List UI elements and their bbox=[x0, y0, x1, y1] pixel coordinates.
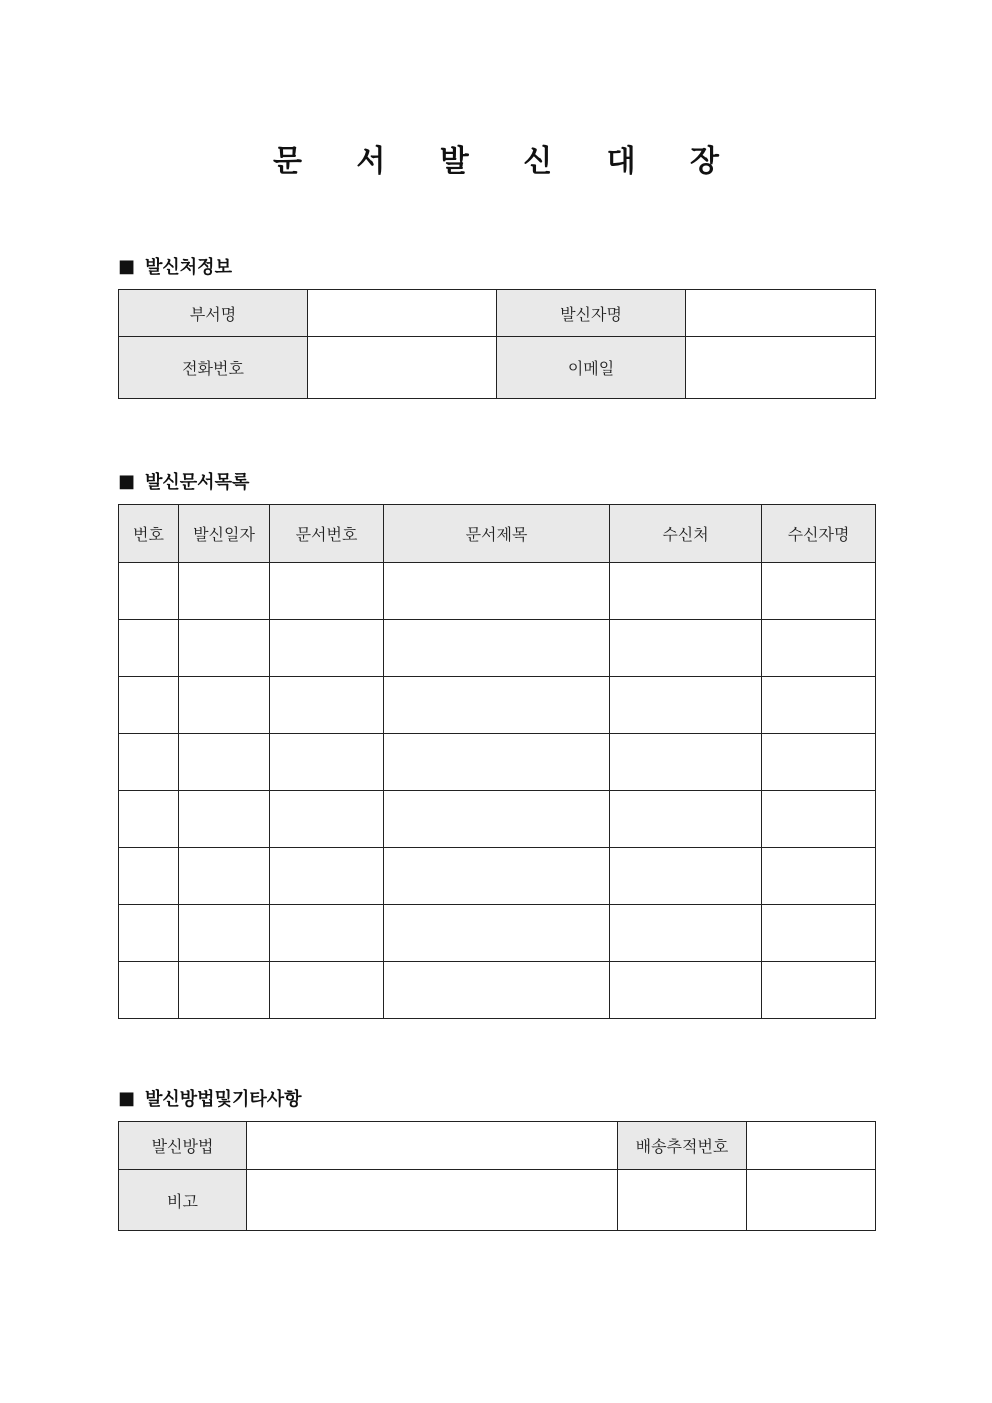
cell-recipient[interactable] bbox=[610, 791, 762, 848]
cell-recipient-name[interactable] bbox=[762, 563, 876, 620]
tracking-number-label: 배송추적번호 bbox=[618, 1122, 747, 1170]
cell-number[interactable] bbox=[119, 791, 179, 848]
department-field[interactable] bbox=[308, 290, 497, 337]
table-row bbox=[119, 791, 876, 848]
cell-number[interactable] bbox=[119, 563, 179, 620]
cell-document-title[interactable] bbox=[384, 620, 610, 677]
column-header-document-title: 문서제목 bbox=[384, 505, 610, 563]
table-row bbox=[119, 962, 876, 1019]
cell-document-number[interactable] bbox=[270, 962, 384, 1019]
cell-send-date[interactable] bbox=[179, 962, 270, 1019]
cell-recipient-name[interactable] bbox=[762, 905, 876, 962]
cell-send-date[interactable] bbox=[179, 848, 270, 905]
cell-document-title[interactable] bbox=[384, 563, 610, 620]
method-info-heading bbox=[118, 1085, 302, 1111]
sender-info-row bbox=[119, 290, 876, 337]
cell-recipient[interactable] bbox=[610, 620, 762, 677]
phone-field[interactable] bbox=[308, 337, 497, 399]
cell-recipient[interactable] bbox=[610, 563, 762, 620]
cell-number[interactable] bbox=[119, 848, 179, 905]
cell-recipient-name[interactable] bbox=[762, 677, 876, 734]
document-title: 문 서 발 신 대 장 bbox=[272, 144, 742, 179]
column-header-send-date: 발신일자 bbox=[179, 505, 270, 563]
cell-recipient[interactable] bbox=[610, 962, 762, 1019]
cell-number[interactable] bbox=[119, 905, 179, 962]
method-info-table bbox=[118, 1121, 876, 1231]
remarks-field[interactable] bbox=[247, 1170, 618, 1231]
cell-recipient[interactable] bbox=[610, 848, 762, 905]
square-bullet-icon: ■ bbox=[118, 255, 136, 277]
send-method-field[interactable] bbox=[247, 1122, 618, 1170]
column-header-recipient-name: 수신자명 bbox=[762, 505, 876, 563]
remarks-extra-cell[interactable] bbox=[618, 1170, 747, 1231]
cell-recipient-name[interactable] bbox=[762, 734, 876, 791]
column-header-recipient: 수신처 bbox=[610, 505, 762, 563]
cell-number[interactable] bbox=[119, 677, 179, 734]
cell-number[interactable] bbox=[119, 962, 179, 1019]
cell-document-number[interactable] bbox=[270, 563, 384, 620]
cell-recipient[interactable] bbox=[610, 734, 762, 791]
cell-document-title[interactable] bbox=[384, 677, 610, 734]
phone-label: 전화번호 bbox=[119, 337, 308, 399]
sender-info-row bbox=[119, 337, 876, 399]
document-list-heading bbox=[118, 468, 249, 494]
cell-document-title[interactable] bbox=[384, 734, 610, 791]
cell-send-date[interactable] bbox=[179, 563, 270, 620]
sender-name-label: 발신자명 bbox=[497, 290, 686, 337]
method-info-row bbox=[119, 1122, 876, 1170]
cell-document-number[interactable] bbox=[270, 791, 384, 848]
cell-send-date[interactable] bbox=[179, 620, 270, 677]
square-bullet-icon: ■ bbox=[118, 1087, 136, 1109]
department-label: 부서명 bbox=[119, 290, 308, 337]
table-row bbox=[119, 905, 876, 962]
table-row bbox=[119, 563, 876, 620]
cell-document-title[interactable] bbox=[384, 905, 610, 962]
sender-info-heading bbox=[118, 253, 232, 279]
tracking-number-field[interactable] bbox=[747, 1122, 876, 1170]
square-bullet-icon: ■ bbox=[118, 470, 136, 492]
cell-document-number[interactable] bbox=[270, 848, 384, 905]
document-list-heading-label: 발신문서목록 bbox=[145, 472, 250, 493]
sender-info-table bbox=[118, 289, 876, 399]
cell-recipient-name[interactable] bbox=[762, 791, 876, 848]
cell-recipient[interactable] bbox=[610, 905, 762, 962]
method-info-row bbox=[119, 1170, 876, 1231]
remarks-label: 비고 bbox=[119, 1170, 247, 1231]
document-list-header-row bbox=[119, 505, 876, 563]
method-info-heading-label: 발신방법및기타사항 bbox=[145, 1089, 302, 1110]
cell-send-date[interactable] bbox=[179, 905, 270, 962]
cell-recipient-name[interactable] bbox=[762, 620, 876, 677]
cell-send-date[interactable] bbox=[179, 791, 270, 848]
column-header-number: 번호 bbox=[119, 505, 179, 563]
remarks-extra-cell[interactable] bbox=[747, 1170, 876, 1231]
sender-info-heading-label: 발신처정보 bbox=[145, 257, 232, 278]
cell-number[interactable] bbox=[119, 620, 179, 677]
cell-send-date[interactable] bbox=[179, 734, 270, 791]
email-label: 이메일 bbox=[497, 337, 686, 399]
table-row bbox=[119, 620, 876, 677]
cell-document-number[interactable] bbox=[270, 677, 384, 734]
column-header-document-number: 문서번호 bbox=[270, 505, 384, 563]
email-field[interactable] bbox=[686, 337, 876, 399]
table-row bbox=[119, 677, 876, 734]
cell-recipient-name[interactable] bbox=[762, 848, 876, 905]
table-row bbox=[119, 734, 876, 791]
cell-document-title[interactable] bbox=[384, 791, 610, 848]
cell-document-number[interactable] bbox=[270, 905, 384, 962]
cell-recipient-name[interactable] bbox=[762, 962, 876, 1019]
cell-recipient[interactable] bbox=[610, 677, 762, 734]
cell-send-date[interactable] bbox=[179, 677, 270, 734]
document-list-table bbox=[118, 504, 876, 1019]
send-method-label: 발신방법 bbox=[119, 1122, 247, 1170]
table-row bbox=[119, 848, 876, 905]
cell-document-number[interactable] bbox=[270, 734, 384, 791]
cell-document-title[interactable] bbox=[384, 848, 610, 905]
cell-document-number[interactable] bbox=[270, 620, 384, 677]
cell-number[interactable] bbox=[119, 734, 179, 791]
cell-document-title[interactable] bbox=[384, 962, 610, 1019]
sender-name-field[interactable] bbox=[686, 290, 876, 337]
